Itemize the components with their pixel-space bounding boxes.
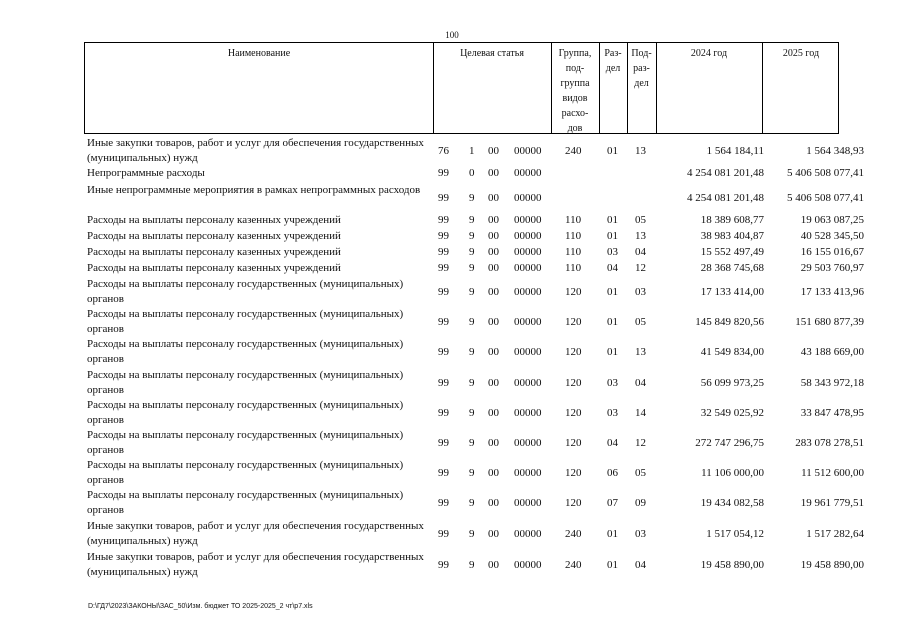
cell-d: 00000 [514, 528, 542, 540]
cell-razd: 01 [607, 559, 618, 571]
cell-y24: 4 254 081 201,48 [687, 167, 764, 179]
cell-a: 99 [438, 214, 449, 226]
cell-d: 00000 [514, 437, 542, 449]
cell-c: 00 [488, 246, 499, 258]
cell-razd: 01 [607, 145, 618, 157]
cell-c: 00 [488, 214, 499, 226]
cell-c: 00 [488, 230, 499, 242]
cell-pod: 12 [635, 437, 646, 449]
cell-name: Расходы на выплаты персоналу казенных учреждений [87, 214, 341, 226]
cell-b: 0 [469, 167, 475, 179]
cell-name: Расходы на выплаты персоналу государственных (муниципальных) органов [87, 429, 404, 456]
cell-name: Расходы на выплаты персоналу государственных (муниципальных) органов [87, 369, 404, 396]
cell-d: 00000 [514, 346, 542, 358]
cell-grp: 120 [565, 346, 582, 358]
cell-y25: 5 406 508 077,41 [787, 192, 864, 204]
cell-b: 9 [469, 377, 475, 389]
cell-b: 9 [469, 192, 475, 204]
cell-pod: 05 [635, 467, 646, 479]
cell-pod: 12 [635, 262, 646, 274]
cell-c: 00 [488, 286, 499, 298]
cell-name: Расходы на выплаты персоналу казенных учреждений [87, 262, 341, 274]
cell-name: Расходы на выплаты персоналу государственных (муниципальных) органов [87, 338, 404, 365]
cell-razd: 04 [607, 262, 618, 274]
cell-y25: 283 078 278,51 [795, 437, 864, 449]
cell-razd: 01 [607, 346, 618, 358]
cell-grp: 240 [565, 559, 582, 571]
cell-d: 00000 [514, 467, 542, 479]
cell-y24: 28 368 745,68 [700, 262, 764, 274]
table-row [84, 229, 874, 245]
cell-a: 99 [438, 407, 449, 419]
table-row [84, 277, 874, 307]
cell-a: 99 [438, 377, 449, 389]
cell-name: Расходы на выплаты персоналу государственных (муниципальных) органов [87, 489, 404, 516]
cell-a: 99 [438, 559, 449, 571]
cell-razd: 06 [607, 467, 618, 479]
cell-y25: 33 847 478,95 [800, 407, 864, 419]
cell-y25: 1 517 282,64 [806, 528, 864, 540]
cell-c: 00 [488, 316, 499, 328]
table-row [84, 398, 874, 428]
cell-y24: 19 434 082,58 [700, 497, 764, 509]
cell-y24: 1 517 054,12 [706, 528, 764, 540]
cell-b: 9 [469, 230, 475, 242]
cell-c: 00 [488, 559, 499, 571]
cell-name: Расходы на выплаты персоналу государственных (муниципальных) органов [87, 399, 404, 426]
cell-name: Иные непрограммные мероприятия в рамках непрограммных расходов [87, 184, 421, 196]
cell-y25: 151 680 877,39 [795, 316, 864, 328]
cell-y24: 11 106 000,00 [701, 467, 764, 479]
table-row [84, 550, 874, 580]
cell-name: Расходы на выплаты персоналу казенных учреждений [87, 230, 341, 242]
cell-d: 00000 [514, 230, 542, 242]
cell-pod: 13 [635, 230, 646, 242]
cell-y25: 40 528 345,50 [800, 230, 864, 242]
cell-y25: 29 503 760,97 [800, 262, 864, 274]
cell-name: Иные закупки товаров, работ и услуг для обеспечения государственных (муниципальных) нужд [87, 551, 424, 578]
cell-c: 00 [488, 528, 499, 540]
cell-b: 9 [469, 407, 475, 419]
cell-y25: 19 961 779,51 [800, 497, 864, 509]
cell-a: 99 [438, 346, 449, 358]
cell-d: 00000 [514, 377, 542, 389]
cell-grp: 120 [565, 377, 582, 389]
cell-y25: 17 133 413,96 [800, 286, 864, 298]
cell-y25: 11 512 600,00 [801, 467, 864, 479]
cell-razd: 01 [607, 230, 618, 242]
cell-b: 9 [469, 262, 475, 274]
cell-y24: 145 849 820,56 [695, 316, 764, 328]
cell-b: 9 [469, 559, 475, 571]
cell-grp: 120 [565, 316, 582, 328]
cell-a: 99 [438, 316, 449, 328]
table-row [84, 307, 874, 337]
cell-pod: 13 [635, 145, 646, 157]
cell-pod: 14 [635, 407, 646, 419]
cell-d: 00000 [514, 559, 542, 571]
cell-y24: 19 458 890,00 [700, 559, 764, 571]
header-2024: 2024 год [690, 48, 728, 59]
cell-b: 9 [469, 497, 475, 509]
cell-y25: 19 063 087,25 [800, 214, 864, 226]
cell-razd: 03 [607, 407, 618, 419]
cell-d: 00000 [514, 407, 542, 419]
cell-y25: 19 458 890,00 [800, 559, 864, 571]
cell-a: 99 [438, 437, 449, 449]
cell-y25: 43 188 669,00 [800, 346, 864, 358]
cell-razd: 01 [607, 286, 618, 298]
cell-grp: 120 [565, 497, 582, 509]
cell-name: Расходы на выплаты персоналу казенных учреждений [87, 246, 341, 258]
cell-y24: 17 133 414,00 [700, 286, 764, 298]
cell-pod: 05 [635, 316, 646, 328]
cell-y24: 15 552 497,49 [700, 246, 764, 258]
header-2025: 2025 год [782, 48, 820, 59]
cell-a: 99 [438, 262, 449, 274]
header-group: Группа, под- группа видов расхо- дов [558, 48, 592, 134]
cell-y25: 16 155 016,67 [800, 246, 864, 258]
table-row [84, 245, 874, 261]
cell-grp: 240 [565, 528, 582, 540]
table-row [84, 488, 874, 519]
cell-a: 99 [438, 286, 449, 298]
cell-grp: 240 [565, 145, 582, 157]
cell-y24: 1 564 184,11 [706, 145, 764, 157]
cell-b: 9 [469, 214, 475, 226]
table-row [84, 261, 874, 277]
cell-a: 99 [438, 167, 449, 179]
header-podrazdel: Под- раз- дел [631, 48, 652, 89]
cell-name: Расходы на выплаты персоналу государственных (муниципальных) органов [87, 459, 404, 486]
cell-y24: 4 254 081 201,48 [687, 192, 764, 204]
cell-y24: 272 747 296,75 [695, 437, 764, 449]
cell-razd: 03 [607, 377, 618, 389]
cell-c: 00 [488, 192, 499, 204]
cell-d: 00000 [514, 286, 542, 298]
cell-a: 99 [438, 246, 449, 258]
header-name: Наименование [227, 48, 291, 59]
cell-d: 00000 [514, 262, 542, 274]
cell-d: 00000 [514, 497, 542, 509]
cell-a: 99 [438, 467, 449, 479]
cell-pod: 04 [635, 377, 646, 389]
page-number: 100 [445, 30, 459, 40]
cell-d: 00000 [514, 192, 542, 204]
cell-d: 00000 [514, 145, 542, 157]
cell-b: 1 [469, 145, 475, 157]
cell-name: Расходы на выплаты персоналу государственных (муниципальных) органов [87, 308, 404, 335]
table-row [84, 368, 874, 398]
cell-razd: 04 [607, 437, 618, 449]
cell-pod: 03 [635, 286, 646, 298]
cell-pod: 09 [635, 497, 646, 509]
header-razdel: Раз- дел [604, 48, 622, 74]
cell-c: 00 [488, 346, 499, 358]
cell-pod: 03 [635, 528, 646, 540]
cell-y24: 41 549 834,00 [700, 346, 764, 358]
cell-c: 00 [488, 262, 499, 274]
cell-name: Иные закупки товаров, работ и услуг для обеспечения государственных (муниципальных) нужд [87, 137, 424, 164]
cell-a: 99 [438, 497, 449, 509]
cell-razd: 01 [607, 316, 618, 328]
cell-pod: 04 [635, 559, 646, 571]
table-row [84, 428, 874, 458]
table-body [84, 136, 874, 580]
table-row [84, 136, 874, 166]
cell-name: Иные закупки товаров, работ и услуг для обеспечения государственных (муниципальных) нужд [87, 520, 424, 547]
cell-grp: 120 [565, 467, 582, 479]
cell-razd: 07 [607, 497, 618, 509]
cell-b: 9 [469, 528, 475, 540]
cell-razd: 03 [607, 246, 618, 258]
cell-grp: 120 [565, 437, 582, 449]
cell-c: 00 [488, 407, 499, 419]
cell-b: 9 [469, 286, 475, 298]
table-row [84, 458, 874, 488]
cell-y25: 5 406 508 077,41 [787, 167, 864, 179]
cell-c: 00 [488, 467, 499, 479]
cell-b: 9 [469, 346, 475, 358]
cell-y24: 32 549 025,92 [700, 407, 764, 419]
cell-grp: 120 [565, 407, 582, 419]
cell-y25: 1 564 348,93 [806, 145, 864, 157]
header-target: Целевая статья [460, 48, 524, 59]
cell-b: 9 [469, 437, 475, 449]
table-row [84, 183, 874, 213]
cell-y25: 58 343 972,18 [800, 377, 864, 389]
cell-grp: 110 [565, 246, 582, 258]
cell-c: 00 [488, 167, 499, 179]
cell-b: 9 [469, 246, 475, 258]
cell-c: 00 [488, 377, 499, 389]
cell-razd: 01 [607, 528, 618, 540]
cell-b: 9 [469, 467, 475, 479]
cell-y24: 56 099 973,25 [700, 377, 764, 389]
cell-grp: 120 [565, 286, 582, 298]
cell-d: 00000 [514, 316, 542, 328]
cell-a: 76 [438, 145, 449, 157]
cell-razd: 01 [607, 214, 618, 226]
table-row [84, 166, 874, 183]
cell-grp: 110 [565, 262, 582, 274]
cell-c: 00 [488, 145, 499, 157]
cell-d: 00000 [514, 246, 542, 258]
cell-pod: 13 [635, 346, 646, 358]
table-row [84, 337, 874, 368]
file-path-footer: D:\ГД7\2023\ЗАКОНЫ\ЗАС_50\Изм. бюджет ТО 2025-2025_2 чт\р7.xls [88, 603, 313, 610]
cell-d: 00000 [514, 167, 542, 179]
cell-y24: 38 983 404,87 [700, 230, 764, 242]
cell-b: 9 [469, 316, 475, 328]
cell-name: Расходы на выплаты персоналу государственных (муниципальных) органов [87, 278, 404, 305]
cell-c: 00 [488, 437, 499, 449]
cell-pod: 04 [635, 246, 646, 258]
cell-name: Непрограммные расходы [87, 167, 205, 179]
cell-grp: 110 [565, 230, 582, 242]
table-row [84, 213, 874, 229]
table-header [84, 42, 839, 134]
cell-c: 00 [488, 497, 499, 509]
cell-a: 99 [438, 230, 449, 242]
cell-pod: 05 [635, 214, 646, 226]
cell-y24: 18 389 608,77 [700, 214, 764, 226]
table-row [84, 519, 874, 550]
cell-d: 00000 [514, 214, 542, 226]
cell-grp: 110 [565, 214, 582, 226]
cell-a: 99 [438, 528, 449, 540]
cell-a: 99 [438, 192, 449, 204]
